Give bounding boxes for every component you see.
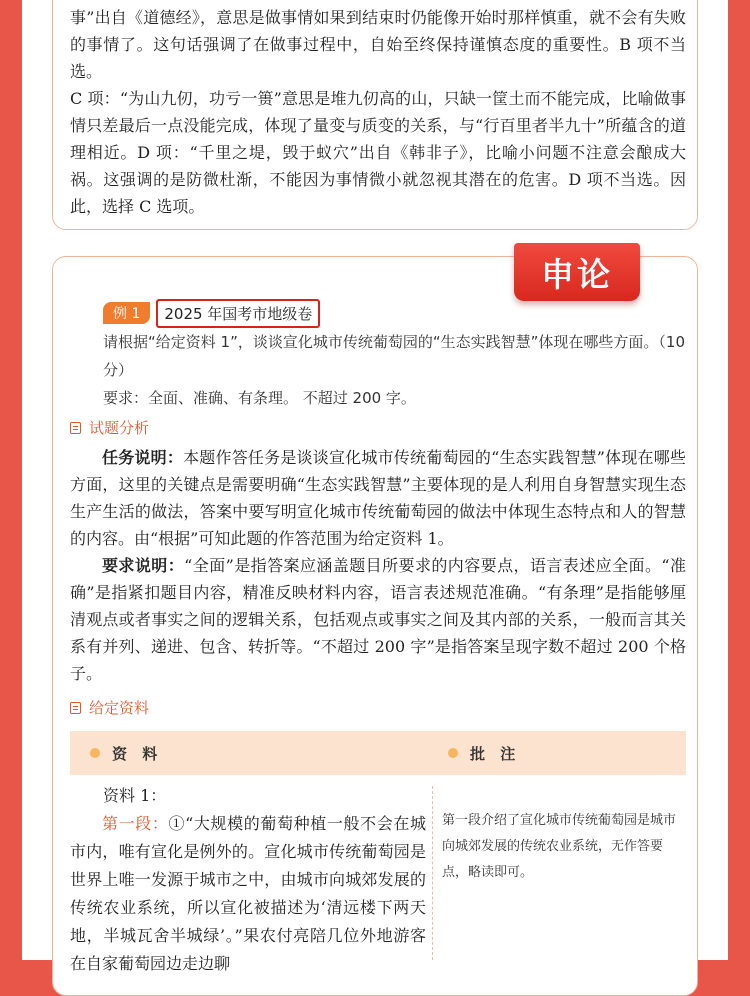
example-header	[103, 298, 320, 328]
bullet-dot-icon	[90, 748, 100, 758]
bullet-dot-icon	[448, 748, 458, 758]
analysis-heading	[70, 417, 149, 438]
previous-answer-text	[70, 4, 686, 220]
question-requirement: 要求：全面、准确、有条理。 不超过 200 字。	[103, 389, 416, 407]
paragraph-text: ①“大规模的葡萄种植一般不会在城市内，唯有宣化是例外的。宣化城市传统葡萄园是世界上唯一发源于城市之中，由城市向城郊发展的传统农业系统，所以宣化被描述为‘清远楼下两天地，半城瓦舍半城绿’。”果农付亮陪几位外地游客在自家葡萄园边走边聊	[70, 814, 426, 973]
question-block	[103, 328, 689, 412]
analysis-heading-label: 试题分析	[89, 419, 150, 437]
answer-paragraph-cd: C 项：“为山九仞，功亏一篑”意思是堆九仞高的山，只缺一筐土而不能完成，比喻做事情只差最后一点没能完成，体现了量变与质变的关系，与“行百里者半九十”所蕴含的道理相近。D 项：“千里之堤，毁于蚁穴”出自《韩非子》，比喻小问题不注意会酿成大祸。这强调的是防微杜渐，不能因为事情微小就忽视其潜在的危害。D 项不当选。因此，选择 C 选项。	[70, 89, 686, 216]
task-text: 本题作答任务是谈谈宣化城市传统葡萄园的“生态实践智慧”体现在哪些方面，这里的关键点是需要明确“生态实践智慧”主要体现的是人利用自身智慧实现生态生产生活的做法，答案中要写明宣化城市传统葡萄园的做法中体现生态特点和人的智慧的内容。由“根据”可知此题的作答范围为给定资料 1。	[70, 448, 686, 548]
requirement-text: “全面”是指答案应涵盖题目所要求的内容要点，语言表述应全面。“准确”是指紧扣题目内容，精准反映材料内容，语言表述规范准确。“有条理”是指能够厘清观点或者事实之间的逻辑关系，包括观点或事实之间及其内部的关系，一般而言其关系有并列、递进、包含、转折等。“不超过 200 字”是指答案呈现字数不超过 200 个格子。	[70, 556, 686, 683]
shenlun-badge	[514, 243, 640, 309]
paragraph-marker: 第一段：	[102, 814, 169, 833]
annotation-note: 第一段介绍了宣化城市传统葡萄园是城市向城郊发展的传统农业系统，无作答要点，略读即可。	[442, 813, 677, 880]
materials-heading-label: 给定资料	[89, 699, 150, 717]
analysis-text	[70, 444, 686, 687]
material-label: 资料 1：	[103, 786, 167, 805]
material-column-header: 资 料	[90, 731, 162, 775]
example-tag: 例 1	[103, 302, 150, 324]
example-source: 2025 年国考市地级卷	[156, 299, 320, 328]
requirement-label: 要求说明：	[102, 556, 185, 575]
document-icon	[70, 702, 81, 714]
materials-table-header	[70, 731, 686, 775]
answer-paragraph-b: 事”出自《道德经》，意思是做事情如果到结束时仍能像开始时那样慎重，就不会有失败的事情了。这句话强调了在做事过程中，自始至终保持谨慎态度的重要性。B 项不当选。	[70, 8, 686, 81]
question-text: 请根据“给定资料 1”，谈谈宣化城市传统葡萄园的“生态实践智慧”体现在哪些方面。（10 分）	[103, 333, 685, 379]
document-icon	[70, 422, 81, 434]
task-label: 任务说明：	[102, 448, 184, 467]
requirement-paragraph	[70, 552, 686, 687]
material-text	[70, 782, 426, 978]
column-divider	[432, 786, 433, 960]
task-paragraph	[70, 444, 686, 552]
note-column-header: 批 注	[448, 731, 520, 775]
material-paragraph	[70, 810, 426, 978]
shenlun-badge-label: 申论	[514, 243, 640, 301]
materials-heading	[70, 697, 149, 718]
